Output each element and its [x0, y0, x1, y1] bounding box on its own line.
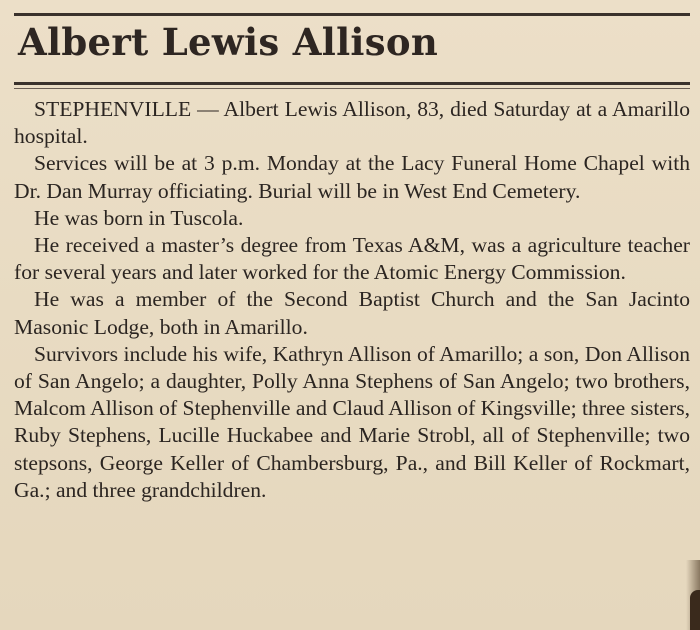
paragraph-birthplace: He was born in Tuscola.	[34, 205, 244, 230]
torn-corner	[690, 590, 700, 630]
paragraph-dateline: STEPHENVILLE — Albert Lewis Allison, 83, died Saturday at a Amarillo hospital.	[14, 97, 690, 149]
obituary-body	[14, 96, 690, 504]
paragraph-career: He received a master’s degree from Texas A&M, was a agriculture teacher for several years and later worked for the Atomic Energy Commission.	[14, 233, 690, 285]
obituary-headline: Albert Lewis Allison	[18, 20, 439, 64]
top-rule	[14, 13, 690, 16]
paragraph-memberships: He was a member of the Second Baptist Church and the San Jacinto Masonic Lodge, both in Amarillo.	[14, 287, 690, 339]
paragraph-services: Services will be at 3 p.m. Monday at the Lacy Funeral Home Chapel with Dr. Dan Murray officiating. Burial will be in West End Cemetery.	[14, 151, 690, 203]
headline-rule	[14, 82, 690, 85]
paragraph-survivors: Survivors include his wife, Kathryn Allison of Amarillo; a son, Don Allison of San Angelo; a daughter, Polly Anna Stephens of San Angelo; two brothers, Malcom Allison of Stephenville and Claud Allison of Kingsville; three sisters, Ruby Stephens, Lucille Huckabee and Marie Strobl, all of Stephenville; two stepsons, George Keller of Chambersburg, Pa., and Bill Keller of Rockmart, Ga.; and three grandchildren.	[14, 341, 690, 502]
headline-rule-thin	[14, 88, 690, 89]
